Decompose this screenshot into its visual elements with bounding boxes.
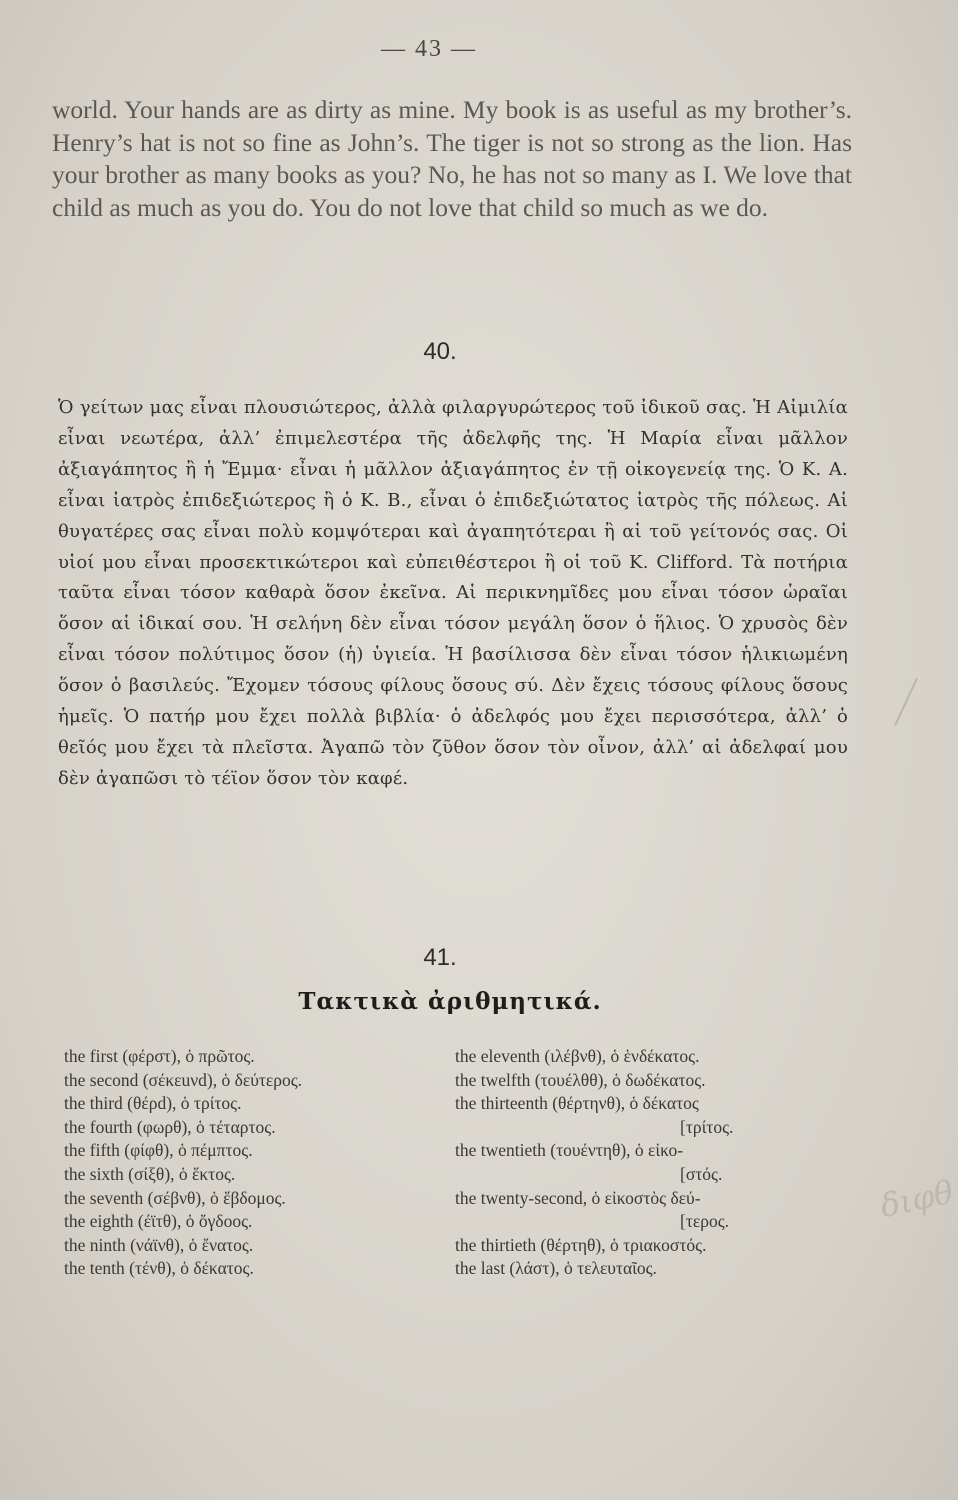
list-item: the second (σέκεuνd), ὁ δεύτερος. [64, 1069, 303, 1090]
list-item: the sixth (σίξθ), ὁ ἕκτος. [64, 1163, 236, 1184]
pencil-stroke [894, 678, 918, 726]
list-item-continuation: [στός. [680, 1163, 723, 1184]
list-item: the twelfth (τουέλθθ), ὁ δωδέκατος. [455, 1069, 706, 1090]
list-item: the eighth (έϊτθ), ὁ ὄγδοος. [64, 1211, 253, 1232]
ordinals-right-column [455, 1045, 895, 1281]
list-item: the thirteenth (θέρτηνθ), ὁ δέκατος [455, 1093, 699, 1114]
list-item-continuation: [τρίτος. [680, 1116, 734, 1137]
list-item: the twentieth (τουέντηθ), ὁ εἰκο- [455, 1140, 684, 1161]
list-item: the first (φέρστ), ὁ πρῶτος. [64, 1046, 255, 1066]
list-item: the fifth (φίφθ), ὁ πέμπτος. [64, 1140, 253, 1161]
section-number-40: 40. [423, 338, 457, 365]
greek-exercise-paragraph: Ὁ γείτων μας εἶναι πλουσιώτερος, ἀλλὰ φιλαργυρώτερος τοῦ ἰδικοῦ σας. Ἡ Αἰμιλία εἶναι νεωτέρα, ἀλλ’ ἐπιμελεστέρα τῆς ἀδελφῆς της. Ἡ Μαρία εἶναι μᾶλλον ἀξιαγάπητος ἢ ἡ Ἔμμα· εἶναι ἡ μᾶλλον ἀξιαγάπητος ἐν τῇ οἰκογενείᾳ της. Ὁ Κ. Α. εἶναι ἰατρὸς ἐπιδεξιώτερος ἢ ὁ Κ. Β., εἶναι ὁ ἐπιδεξιώτατος ἰατρὸς τῆς πόλεως. Αἱ θυγατέρες σας εἶναι πολὺ κομψότεραι καὶ ἀγαπητότεραι ἢ αἱ τοῦ γείτονός σας. Οἱ υἱοί μου εἶναι προσεκτικώτεροι καὶ εὐπειθέστεροι ἢ οἱ τοῦ Κ. Clifford. Τὰ ποτήρια ταῦτα εἶναι τόσον καθαρὰ ὅσον ἐκεῖνα. Αἱ περικνημῖδες μου εἶναι τόσον ὡραῖαι ὅσον αἱ ἰδικαί σου. Ἡ σελήνη δὲν εἶναι τόσον μεγάλη ὅσον ὁ ἥλιος. Ὁ χρυσὸς δὲν εἶναι τόσον πολύτιμος ὅσον (ἡ) ὑγιεία. Ἡ βασίλισσα δὲν εἶναι τόσον ἡλικιωμένη ὅσον ὁ βασιλεύς. Ἔχομεν τόσους φίλους ὅσους σύ. Δὲν ἔχεις τόσους φίλους ὅσους ἡμεῖς. Ὁ πατήρ μου ἔχει πολλὰ βιβλία· ὁ ἀδελφός μου ἔχει περισσότερα, ἀλλ’ ὁ θεῖός μου ἔχει τὰ πλεῖστα. Ἀγαπῶ τὸν ζῦθον ὅσον τὸν οἶνον, ἀλλ’ αἱ ἀδελφαί μου δὲν ἀγαπῶσι τὸ τέϊον ὅσον τὸν καφέ. [58, 397, 848, 789]
ordinals-left-column [64, 1045, 444, 1281]
list-item: the eleventh (ιλέβνθ), ὁ ἑνδέκατος. [455, 1046, 700, 1066]
list-item: the tenth (τένθ), ὁ δέκατος. [64, 1258, 254, 1279]
list-item: the seventh (σέβνθ), ὁ ἕβδομος. [64, 1187, 286, 1208]
section-heading: Τακτικὰ ἀριθμητικά. [298, 988, 602, 1015]
list-item: the ninth (νάϊνθ), ὁ ἔνατος. [64, 1234, 254, 1255]
list-item: the fourth (φωρθ), ὁ τέταρτος. [64, 1116, 276, 1137]
list-item-continuation: [τερος. [680, 1211, 729, 1232]
pencil-margin-note: διφθ [876, 1172, 957, 1226]
english-exercise-paragraph: world. Your hands are as dirty as mine. My book is as useful as my brother’s. Henry’s hat is not so fine as John’s. The tiger is not so strong as the lion. Has your brother as many books as you? No, he has not so many as I. We love that child as much as you do. You do not love that child so much as we do. [52, 95, 852, 222]
list-item: the third (θέρd), ὁ τρίτος. [64, 1093, 242, 1114]
list-item: the thirtieth (θέρτηθ), ὁ τριακοστός. [455, 1234, 707, 1255]
section-number-41: 41. [423, 944, 457, 971]
page-number: — 43 — [381, 36, 477, 62]
list-item: the twenty-second, ὁ εἰκοστὸς δεύ- [455, 1187, 701, 1208]
list-item: the last (λάστ), ὁ τελευταῖος. [455, 1258, 657, 1279]
